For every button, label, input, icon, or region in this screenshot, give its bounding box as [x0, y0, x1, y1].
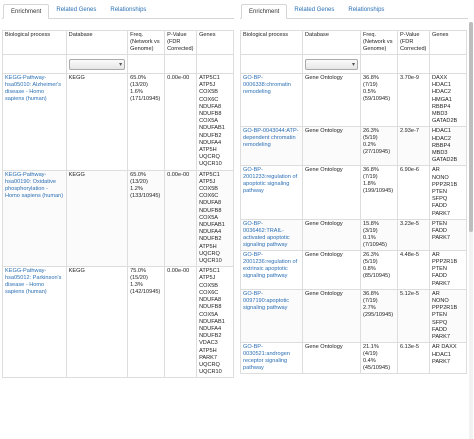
gene-name: FADD: [432, 326, 447, 333]
freq-line: 26.3%: [363, 128, 379, 135]
gene-name: COX6C: [199, 193, 219, 200]
pvalue-cell: 0.00e-00: [165, 74, 197, 171]
col-header-pvalue: P-Value (FDR Corrected): [398, 31, 430, 55]
freq-cell: [361, 127, 398, 166]
gene-name: SFPQ: [432, 196, 448, 203]
freq-line: (27/10945): [363, 149, 391, 156]
gene-name: COX6C: [199, 96, 219, 103]
freq-line: (7/10945): [363, 241, 387, 248]
gene-name: COX5B: [199, 89, 219, 96]
table-row: [241, 289, 467, 342]
freq-cell: [361, 289, 398, 342]
freq-line: 36.8%: [363, 290, 379, 297]
gene-name: PTEN: [432, 220, 447, 227]
freq-line: 1.8%: [363, 181, 376, 188]
database-cell: KEGG: [66, 74, 127, 171]
process-link[interactable]: KEGG-Pathway-hsa00190: Oxidative phosphorylation - Homo sapiens (human): [5, 171, 64, 199]
gene-name: GATAD2B: [432, 157, 458, 164]
gene-name: NDUFAB1: [199, 318, 225, 325]
gene-name: NONO: [432, 174, 449, 181]
gene-name: NDUFB2: [199, 333, 222, 340]
process-link[interactable]: GO-BP-0006338:chromatin remodeling: [243, 75, 291, 95]
gene-name: UQCRQ: [199, 361, 220, 368]
gene-name: NDUFA8: [199, 297, 222, 304]
gene-name: SFPQ: [432, 319, 448, 326]
col-header-database: Database: [303, 31, 361, 55]
pvalue-cell: 3.70e-9: [398, 74, 430, 127]
genes-cell: [430, 166, 467, 219]
col-header-genes: Genes: [197, 31, 234, 55]
genes-cell: [197, 267, 234, 378]
table-row: [3, 74, 234, 171]
database-filter-select[interactable]: [305, 59, 358, 70]
gene-name: ATP5C1: [199, 171, 220, 178]
gene-name: GATAD2B: [432, 118, 458, 125]
table-row: [241, 166, 467, 219]
freq-line: (171/10945): [130, 96, 161, 102]
database-cell: Gene Ontology: [303, 74, 361, 127]
gene-name: ATP5J: [199, 275, 216, 282]
col-header-genes: Genes: [430, 31, 467, 55]
process-link[interactable]: GO-BP-0043044:ATP-dependent chromatin remodeling: [243, 128, 299, 149]
database-cell: Gene Ontology: [303, 289, 361, 342]
gene-name: FADD: [432, 203, 447, 210]
gene-name: PTEN: [432, 266, 447, 273]
pvalue-cell: 3.23e-5: [398, 219, 430, 250]
table-row: [241, 74, 467, 127]
freq-line: 26.3%: [363, 251, 379, 258]
col-header-pvalue: P-Value (FDR Corrected): [165, 31, 197, 55]
gene-name: UQCR10: [199, 369, 222, 376]
gene-name: HDAC1: [432, 351, 451, 358]
scrollbar-thumb[interactable]: [469, 22, 473, 232]
freq-cell: [361, 219, 398, 250]
process-link[interactable]: GO-BP-0030521:androgen receptor signaling pathway: [243, 344, 290, 372]
genes-cell: [430, 343, 467, 374]
left-tab-relationships[interactable]: Relationships: [110, 7, 147, 13]
gene-name: NDUFB8: [199, 207, 222, 214]
gene-name: HDAC1: [432, 82, 451, 89]
right-enrichment-table: [240, 30, 467, 374]
gene-name: NDUFA8: [199, 200, 222, 207]
gene-name: PPP2R1B: [432, 181, 458, 188]
gene-name: NDUFA4: [199, 325, 222, 332]
gene-name: HMGA1: [432, 96, 452, 103]
gene-name: ATP5H: [199, 243, 217, 250]
gene-name: UQCR10: [199, 258, 222, 265]
gene-name: NDUFB2: [199, 236, 222, 243]
gene-name: HDAC1: [432, 128, 451, 135]
freq-line: 0.2%: [363, 142, 376, 149]
freq-line: 0.4%: [363, 358, 376, 365]
gene-name: NDUFB8: [199, 111, 222, 118]
gene-name: NDUFB8: [199, 304, 222, 311]
left-enrichment-table: [2, 30, 234, 378]
process-link[interactable]: GO-BP-0097190:apoptotic signaling pathway: [243, 290, 290, 311]
database-cell: Gene Ontology: [303, 127, 361, 166]
freq-line: (3/19): [363, 227, 378, 234]
freq-line: 36.8%: [363, 75, 379, 81]
gene-name: HDAC2: [432, 135, 451, 142]
gene-name: FADD: [432, 228, 447, 235]
table-row: [241, 219, 467, 250]
freq-line: (7/19): [363, 297, 378, 304]
freq-line: (4/19): [363, 351, 378, 358]
pvalue-cell: 4.48e-5: [398, 250, 430, 289]
gene-name: COX5A: [199, 118, 219, 125]
gene-name: ATP5C1: [199, 268, 220, 275]
gene-name: UQCR10: [199, 161, 222, 168]
freq-line: 0.8%: [363, 265, 376, 272]
freq-line: (199/10945): [363, 188, 394, 195]
freq-line: (13/20): [130, 178, 148, 185]
freq-line: 0.5%: [363, 89, 376, 95]
freq-line: (7/19): [363, 174, 378, 181]
process-link[interactable]: GO-BP-2001236:regulation of extrinsic apoptotic signaling pathway: [243, 251, 298, 279]
gene-name: PARK7: [432, 280, 450, 287]
pvalue-cell: 2.93e-7: [398, 127, 430, 166]
table-row: [3, 267, 234, 378]
gene-name: RBBP4: [432, 142, 451, 149]
freq-line: 65.0%: [130, 171, 146, 178]
freq-line: 65.0%: [130, 75, 146, 81]
gene-name: FADD: [432, 273, 447, 280]
gene-name: COX5A: [199, 311, 219, 318]
freq-line: (5/19): [363, 258, 378, 265]
col-header-biological-process: Biological process: [241, 31, 303, 55]
freq-line: 1.2%: [130, 185, 143, 192]
gene-name: DAXX: [432, 75, 448, 81]
database-cell: Gene Ontology: [303, 343, 361, 374]
gene-name: ATP5H: [199, 147, 217, 154]
genes-cell: [197, 170, 234, 267]
pvalue-cell: 6.90e-6: [398, 166, 430, 219]
freq-line: (15/20): [130, 275, 148, 282]
gene-name: UQCRQ: [199, 154, 220, 161]
gene-name: PPP2R1B: [432, 259, 458, 266]
vertical-scrollbar[interactable]: [469, 22, 473, 439]
col-header-biological-process: Biological process: [3, 31, 67, 55]
database-cell: Gene Ontology: [303, 250, 361, 289]
gene-name: PTEN: [432, 312, 447, 319]
freq-line: (295/10945): [363, 311, 394, 318]
process-link[interactable]: GO-BP-2001233:regulation of apoptotic signaling pathway: [243, 167, 298, 195]
gene-name: HDAC2: [432, 89, 451, 96]
gene-name: NDUFB2: [199, 132, 222, 139]
table-row: [241, 343, 467, 374]
table-row: [241, 250, 467, 289]
gene-name: NDUFA4: [199, 139, 222, 146]
database-filter-select[interactable]: [69, 59, 125, 70]
freq-line: (142/10945): [130, 289, 161, 296]
freq-line: (13/20): [130, 82, 148, 88]
gene-name: MBD3: [432, 111, 448, 118]
pvalue-cell: 5.12e-5: [398, 289, 430, 342]
database-cell: KEGG: [66, 267, 127, 378]
col-header-database: Database: [66, 31, 127, 55]
freq-line: (5/19): [363, 135, 378, 142]
freq-cell: [361, 250, 398, 289]
gene-name: NDUFAB1: [199, 222, 225, 229]
pvalue-cell: 0.00e-00: [165, 170, 197, 267]
database-cell: Gene Ontology: [303, 166, 361, 219]
col-header-freq: Freq. (Network vs Genome): [361, 31, 398, 55]
table-row: [3, 170, 234, 267]
process-link[interactable]: KEGG-Pathway-hsa05010: Alzheimer's disease - Homo sapiens (human): [5, 75, 62, 102]
gene-name: NONO: [432, 298, 449, 305]
col-header-freq: Freq. (Network vs Genome): [128, 31, 165, 55]
gene-name: RBBP4: [432, 103, 451, 110]
database-cell: KEGG: [66, 170, 127, 267]
freq-cell: [128, 170, 165, 267]
freq-line: 36.8%: [363, 167, 379, 174]
gene-name: NDUFA4: [199, 229, 222, 236]
gene-name: AR: [432, 290, 440, 297]
freq-line: 1.6%: [130, 89, 143, 95]
gene-name: AR: [432, 167, 440, 174]
gene-name: VDAC3: [199, 340, 218, 347]
gene-name: PTEN: [432, 189, 447, 196]
right-results-panel: [240, 2, 468, 439]
left-tab-enrichment[interactable]: Enrichment: [3, 4, 49, 19]
chevron-down-icon: ▾: [351, 61, 355, 68]
left-results-panel: [2, 2, 234, 439]
process-link[interactable]: KEGG-Pathway-hsa05012: Parkinson's disease - Homo sapiens (human): [5, 268, 62, 296]
gene-name: ATP5J: [199, 178, 216, 185]
gene-name: AR DAXX: [432, 344, 457, 351]
genes-cell: [430, 219, 467, 250]
freq-line: 2.7%: [363, 304, 376, 311]
pvalue-cell: 0.00e-00: [165, 267, 197, 378]
genes-cell: [430, 289, 467, 342]
gene-name: COX6C: [199, 289, 219, 296]
gene-name: PARK7: [432, 334, 450, 341]
freq-line: 0.1%: [363, 234, 376, 241]
left-tab-bar: [2, 2, 234, 19]
gene-name: UQCRQ: [199, 250, 220, 257]
gene-name: PARK7: [432, 210, 450, 217]
gene-name: NDUFAB1: [199, 125, 225, 132]
freq-line: (45/10945): [363, 365, 391, 372]
gene-name: PARK7: [199, 354, 218, 361]
freq-line: 75.0%: [130, 268, 146, 275]
genes-cell: [430, 127, 467, 166]
freq-line: (59/10945): [363, 96, 391, 102]
chevron-down-icon: ▾: [119, 61, 123, 68]
process-link[interactable]: GO-BP-0036462:TRAIL-activated apoptotic signaling pathway: [243, 220, 290, 248]
gene-name: COX5A: [199, 214, 219, 221]
right-tab-bar: [240, 2, 468, 19]
table-row: [241, 127, 467, 166]
database-cell: Gene Ontology: [303, 219, 361, 250]
gene-name: ATP5C1: [199, 75, 220, 81]
freq-cell: [361, 343, 398, 374]
gene-name: MBD3: [432, 150, 448, 157]
freq-cell: [128, 74, 165, 171]
gene-name: PPP2R1B: [432, 305, 458, 312]
gene-name: COX5B: [199, 186, 219, 193]
genes-cell: [430, 74, 467, 127]
freq-line: (7/19): [363, 82, 378, 88]
right-tab-relationships[interactable]: Relationships: [348, 7, 385, 13]
freq-line: (133/10945): [130, 192, 161, 199]
gene-name: PARK7: [432, 358, 450, 365]
freq-line: 21.1%: [363, 344, 379, 351]
freq-cell: [361, 166, 398, 219]
gene-name: ATP5H: [199, 347, 217, 354]
pvalue-cell: 6.13e-5: [398, 343, 430, 374]
freq-cell: [361, 74, 398, 127]
genes-cell: [430, 250, 467, 289]
genes-cell: [197, 74, 234, 171]
right-tab-enrichment[interactable]: Enrichment: [241, 4, 287, 19]
right-tab-related-genes[interactable]: Related Genes: [294, 7, 335, 13]
left-tab-related-genes[interactable]: Related Genes: [56, 7, 97, 13]
freq-cell: [128, 267, 165, 378]
gene-name: AR: [432, 251, 440, 258]
freq-line: 15.8%: [363, 220, 379, 227]
freq-line: 1.3%: [130, 282, 143, 289]
gene-name: ATP5J: [199, 82, 216, 89]
gene-name: COX5B: [199, 282, 219, 289]
freq-line: (85/10945): [363, 272, 391, 279]
gene-name: NDUFA8: [199, 103, 222, 110]
gene-name: PARK7: [432, 235, 450, 242]
